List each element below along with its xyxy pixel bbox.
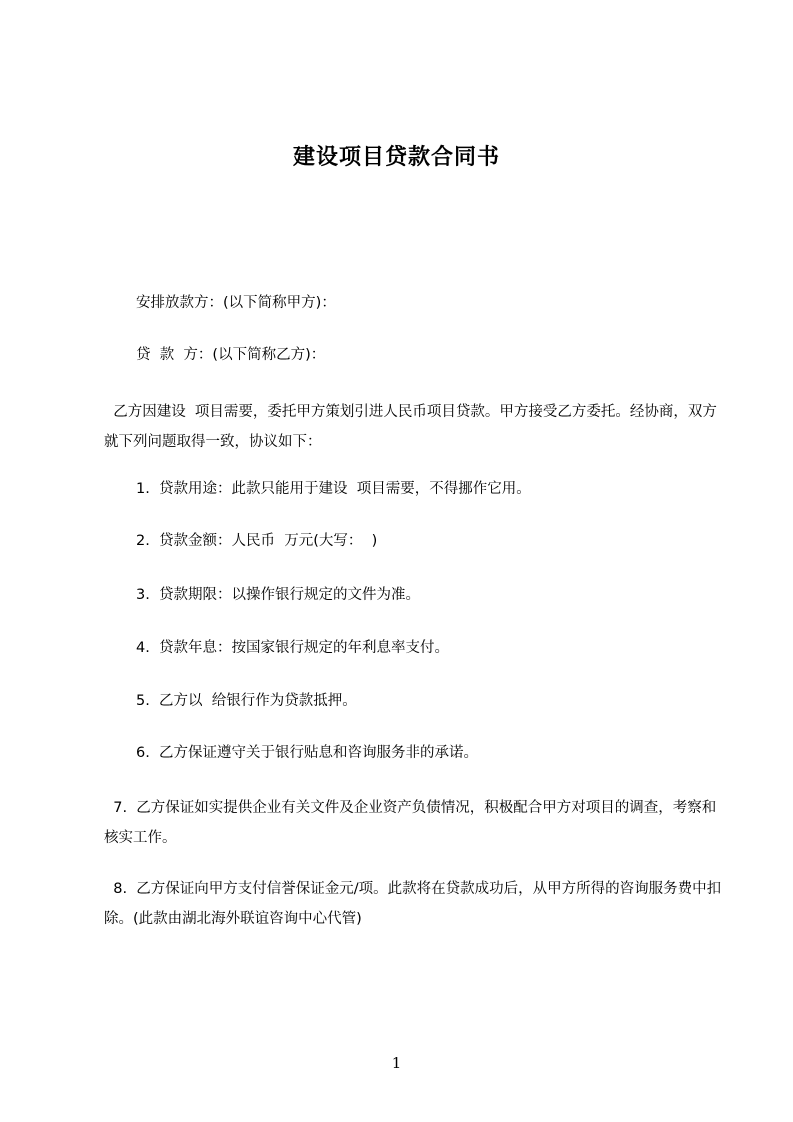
clause-2: 2. 贷款金额：人民币 万元(大写： ) xyxy=(136,533,378,549)
clause-5: 5. 乙方以 给银行作为贷款抵押。 xyxy=(136,693,357,709)
page-number: 1 xyxy=(391,1054,402,1072)
lender-line: 安排放款方：(以下简称甲方)： xyxy=(136,295,336,311)
intro-paragraph: 乙方因建设 项目需要，委托甲方策划引进人民币项目贷款。甲方接受乙方委托。经协商，双方就下列问题取得一致，协议如下： xyxy=(104,404,717,450)
clause-8: 8. 乙方保证向甲方支付信誉保证金元/项。此款将在贷款成功后，从甲方所得的咨询服务费中扣除。(此款由湖北海外联谊咨询中心代管) xyxy=(104,881,722,927)
document-title: 建设项目贷款合同书 xyxy=(292,145,500,170)
clause-7: 7. 乙方保证如实提供企业有关文件及企业资产负债情况，积极配合甲方对项目的调查，考察和核实工作。 xyxy=(104,800,717,846)
clause-1: 1. 贷款用途：此款只能用于建设 项目需要，不得挪作它用。 xyxy=(136,481,531,497)
clause-3: 3. 贷款期限：以操作银行规定的文件为准。 xyxy=(136,587,421,603)
borrower-line: 贷 款 方：(以下简称乙方)： xyxy=(136,347,326,363)
clause-6: 6. 乙方保证遵守关于银行贴息和咨询服务非的承诺。 xyxy=(136,745,479,761)
clause-4: 4. 贷款年息：按国家银行规定的年利息率支付。 xyxy=(136,640,450,656)
